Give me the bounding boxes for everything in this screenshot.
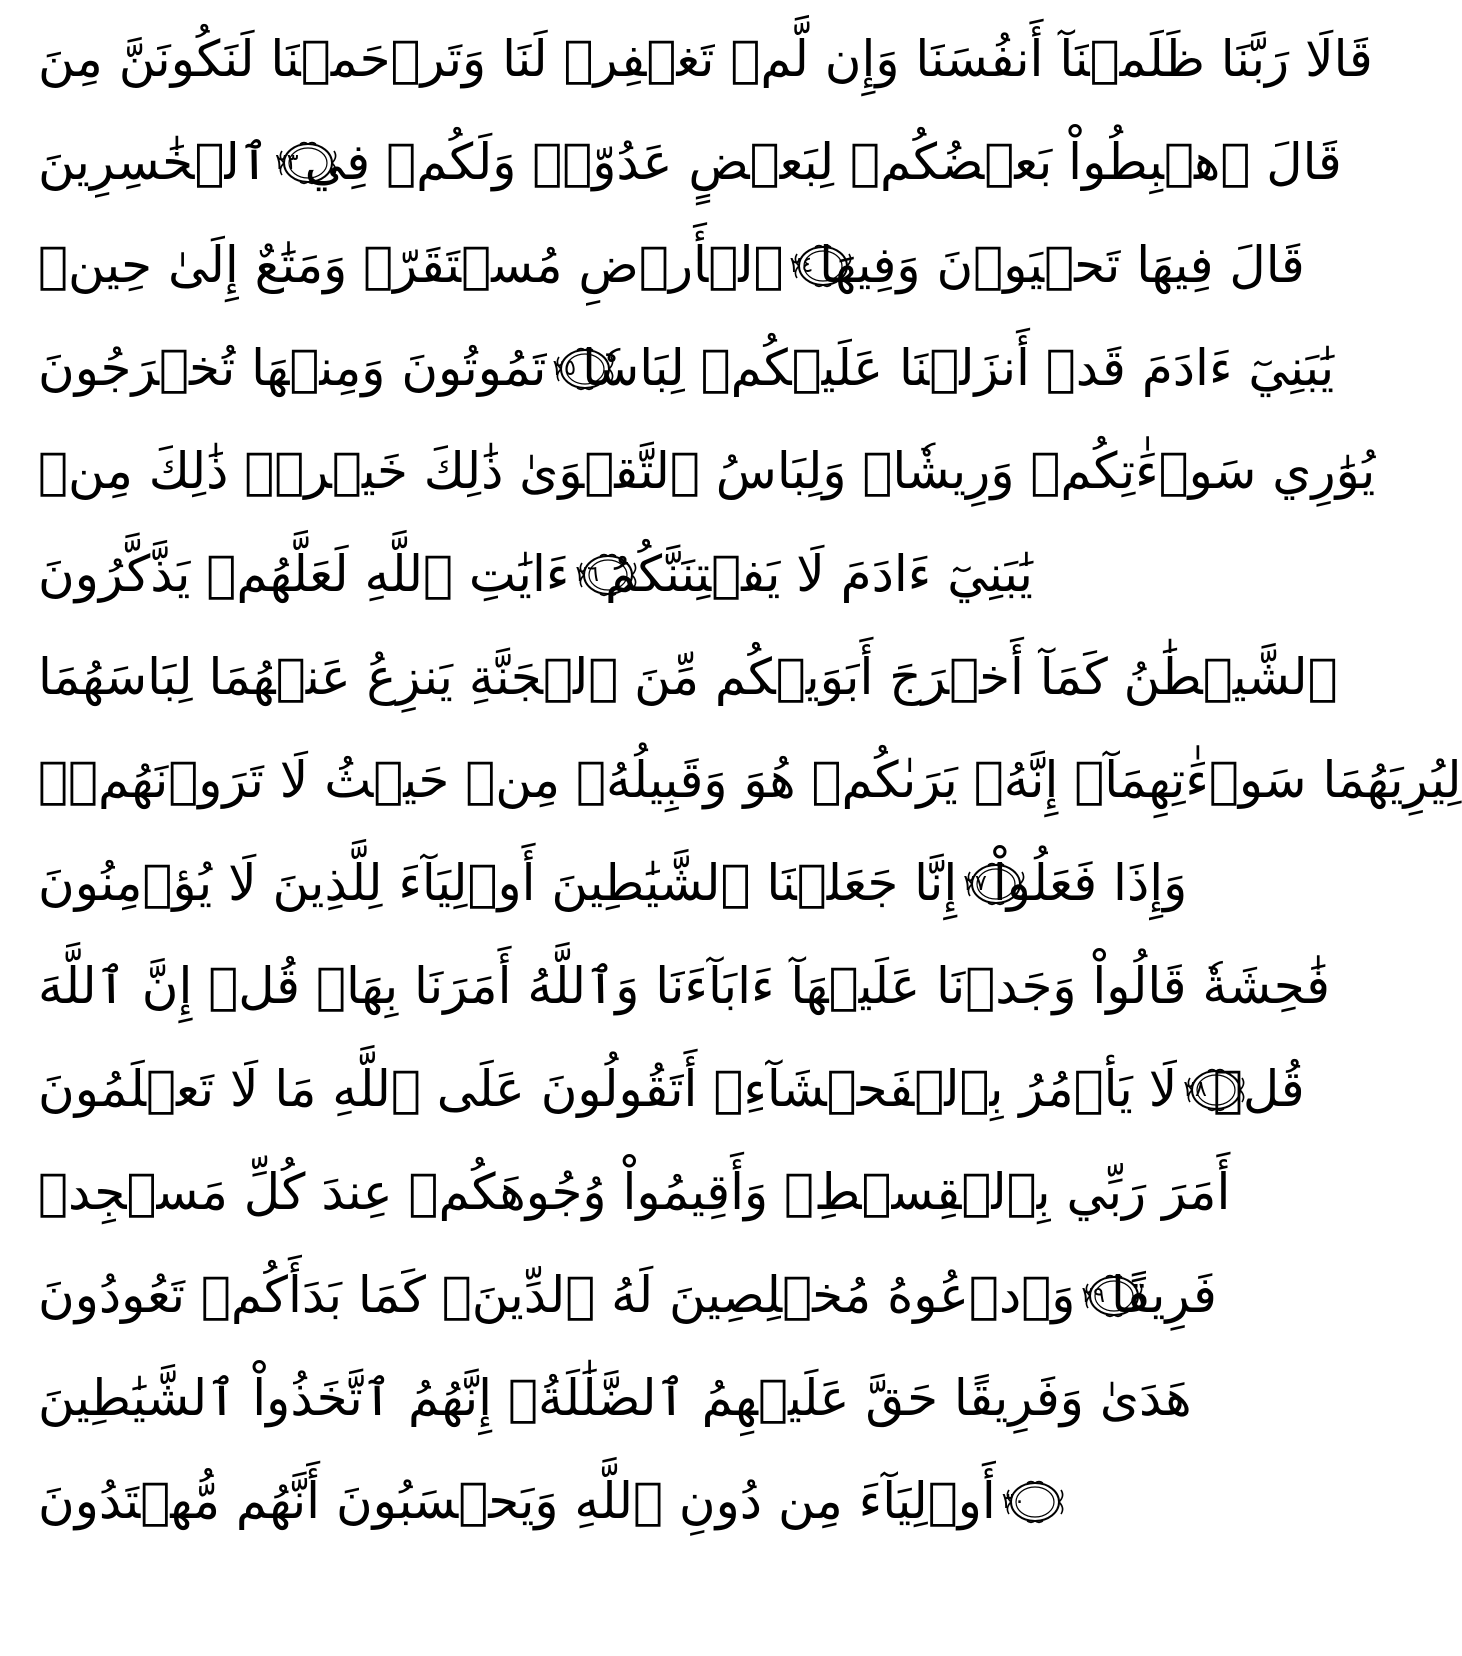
ayah-number-marker [1183,1068,1207,1112]
verse-text: أَوۡلِيَآءَ مِن دُونِ ٱللَّهِ وَيَحۡسَبُونَ أَنَّهُم مُّهۡتَدُونَ [38,1472,996,1530]
ayah-number-marker [1081,1274,1105,1318]
verse-text: إِنَّا جَعَلۡنَا ٱلشَّيَٰطِينَ أَوۡلِيَآءَ لِلَّذِينَ لَا يُؤۡمِنُونَ [38,854,958,912]
verse-text: يَٰبَنِيٓ ءَادَمَ لَا يَفۡتِنَنَّكُمُ [605,545,1033,603]
verse-text: ٱلۡخَٰسِرِينَ [38,133,269,191]
verse-text: وَإِذَا فَعَلُواْ [992,854,1188,912]
ayah-number-marker [275,141,299,185]
ayah-number-marker [575,553,599,597]
verse-line [38,523,1033,626]
verse-line [38,1347,1192,1450]
verse-line [38,111,1342,214]
verse-text: يُوَٰرِي سَوۡءَٰتِكُمۡ وَرِيشٗاۖ وَلِبَاسُ ٱلتَّقۡوَىٰ ذَٰلِكَ خَيۡرٞۚ ذَٰلِكَ مِنۡ [38,442,1376,500]
verse-text: قَالَا رَبَّنَا ظَلَمۡنَآ أَنفُسَنَا وَإِن لَّمۡ تَغۡفِرۡ لَنَا وَتَرۡحَمۡنَا لَنَكُونَنَّ مِنَ [38,30,1373,88]
verse-line [38,935,1330,1038]
ayah-number: ٢٦ [575,561,599,587]
verse-text: لَا يَأۡمُرُ بِٱلۡفَحۡشَآءِۖ أَتَقُولُونَ عَلَى ٱللَّهِ مَا لَا تَعۡلَمُونَ [38,1060,1178,1118]
verse-line [38,8,1373,111]
ayah-number: ٣٠ [1001,1488,1026,1514]
verse-line [38,214,1305,317]
ayah-number: ٢٥ [552,355,577,381]
verse-text: قَالَ فِيهَا تَحۡيَوۡنَ وَفِيهَا [819,236,1305,294]
verse-line [38,1450,1026,1553]
ayah-number-marker [790,244,814,288]
verse-line [38,1141,1231,1244]
verse-text: فَٰحِشَةٗ قَالُواْ وَجَدۡنَا عَلَيۡهَآ ءَابَآءَنَا وَٱللَّهُ أَمَرَنَا بِهَاۗ قُلۡ إِنَّ ٱللَّهَ [38,957,1330,1015]
ayah-number-marker [1002,1480,1026,1524]
verse-text: قُلۡ [1212,1060,1305,1118]
verse-text: وَٱدۡعُوهُ مُخۡلِصِينَ لَهُ ٱلدِّينَۚ كَمَا بَدَأَكُمۡ تَعُودُونَ [38,1266,1076,1324]
verse-text: فَرِيقًا [1111,1266,1217,1324]
ayah-number-marker [963,862,987,906]
verse-text: ٱلۡأَرۡضِ مُسۡتَقَرّٞ وَمَتَٰعٌ إِلَىٰ حِينٖ [38,236,784,294]
verse-text: ٱلشَّيۡطَٰنُ كَمَآ أَخۡرَجَ أَبَوَيۡكُم مِّنَ ٱلۡجَنَّةِ يَنزِعُ عَنۡهُمَا لِبَاسَهُمَا [38,648,1338,706]
ayah-number: ٢٧ [963,870,987,896]
verse-text: يَٰبَنِيٓ ءَادَمَ قَدۡ أَنزَلۡنَا عَلَيۡكُمۡ لِبَاسٗا [582,339,1335,397]
verse-line [38,832,1188,935]
verse-text: ءَايَٰتِ ٱللَّهِ لَعَلَّهُمۡ يَذَّكَّرُونَ [38,545,570,603]
ayah-number: ٢٣ [274,149,299,175]
verse-line [38,729,1462,832]
ayah-number-marker [552,347,576,391]
verse-text: لِيُرِيَهُمَا سَوۡءَٰتِهِمَآۚ إِنَّهُۥ يَرَىٰكُمۡ هُوَ وَقَبِيلُهُۥ مِنۡ حَيۡثُ لَا تَرَوۡنَهُمۡۗ [38,751,1462,809]
verse-line [38,420,1376,523]
verse-text: تَمُوتُونَ وَمِنۡهَا تُخۡرَجُونَ [38,339,547,397]
ayah-number: ٢٤ [789,252,814,278]
ayah-number: ٢٩ [1081,1282,1105,1308]
verse-text: أَمَرَ رَبِّي بِٱلۡقِسۡطِۖ وَأَقِيمُواْ وُجُوهَكُمۡ عِندَ كُلِّ مَسۡجِدٖ [38,1163,1231,1221]
verse-text: قَالَ ٱهۡبِطُواْ بَعۡضُكُمۡ لِبَعۡضٍ عَدُوّٞۖ وَلَكُمۡ فِي [304,133,1342,191]
verse-text: هَدَىٰ وَفَرِيقًا حَقَّ عَلَيۡهِمُ ٱلضَّلَٰلَةُۚ إِنَّهُمُ ٱتَّخَذُواْ ٱلشَّيَٰطِينَ [38,1369,1192,1427]
ayah-number: ٢٨ [1183,1076,1207,1102]
verse-line [38,1038,1305,1141]
verse-line [38,317,1335,420]
verse-line [38,626,1338,729]
verse-line [38,1244,1217,1347]
